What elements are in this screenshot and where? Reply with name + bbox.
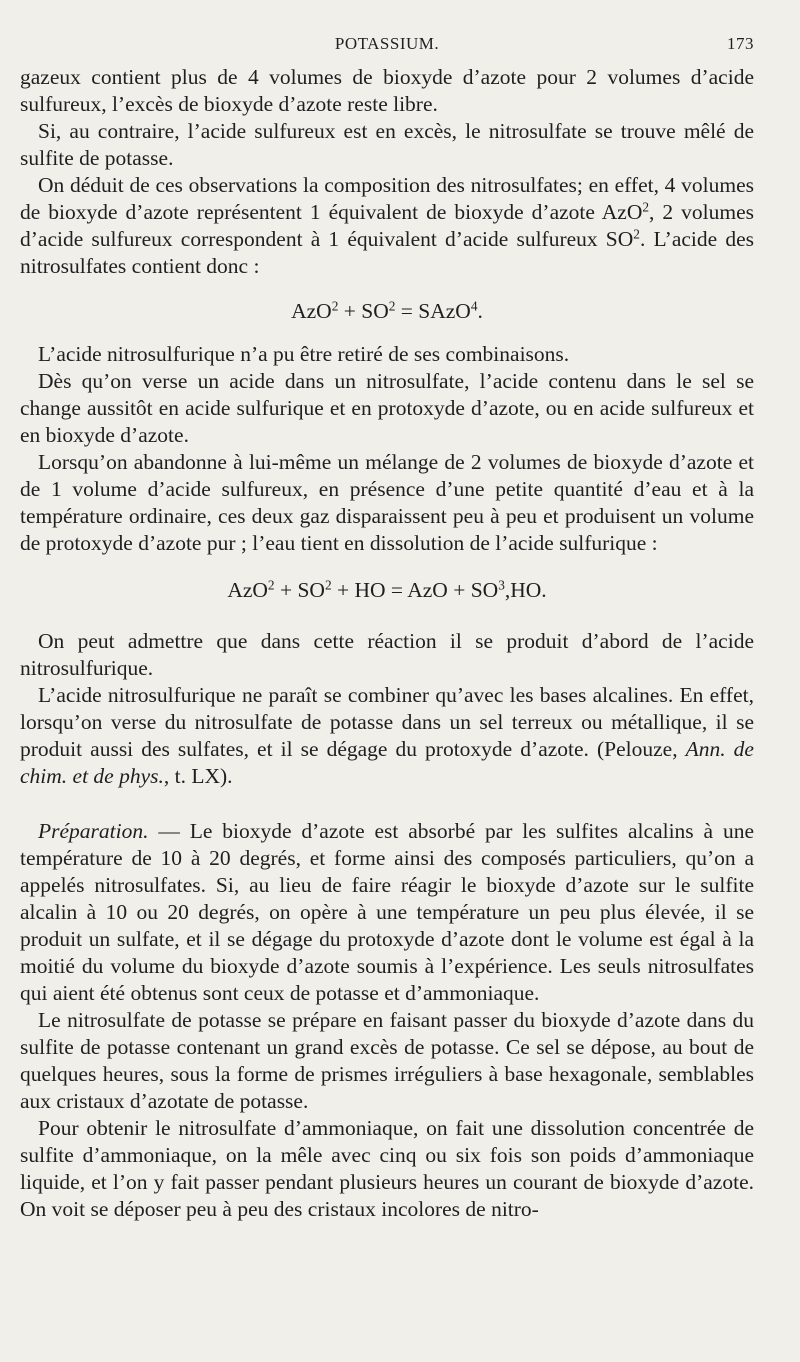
paragraph-ammonium-nitrosulfate: Pour obtenir le nitrosulfate d’ammoniaque, on fait une dissolution concentrée de sulfite d’ammoniaque, on la mêle avec cinq ou six fois son poids d’ammoniaque liquide, et l’on y fait passer pendant plusieurs heures un courant de bioxyde d’azote. On voit se déposer peu à peu des cristaux incolores de nitro- [20, 1116, 754, 1221]
paragraph-excess-sulfurous: Si, au contraire, l’acide sulfureux est en excès, le nitrosulfate se trouve mêlé de sulfite de potasse. [20, 119, 754, 170]
paragraph-composition: On déduit de ces observations la composition des nitrosulfates; en effet, 4 volumes de bioxyde d’azote représentent 1 équivalent de bioxyde d’azote AzO$^2$, 2 volumes d’acide sulfureux correspondent à 1 équivalent d’acide sulfureux $SO^2$. L’acide des nitrosulfates contient donc : [20, 173, 755, 278]
body-text [20, 64, 754, 1223]
running-title: POTASSIUM. [334, 34, 440, 53]
paragraph-preparation: Préparation. — Le bioxyde d’azote est absorbé par les sulfites alcalins à une température de 10 à 20 degrés, et forme ainsi des composés particuliers, qu’on a appelés nitrosulfates. Si, au lieu de faire réagir le bioxyde d’azote sur le sulfite alcalin à 10 ou 20 degrés, on opère à une température un peu plus élevée, il se produit un sulfate, et il se dégage du protoxyde d’azote dont le volume est égal à la moitié du volume du bioxyde d’azote soumis à l’expérience. Les seuls nitrosulfates qui aient été obtenus sont ceux de potasse et d’ammoniaque. [20, 819, 754, 1005]
paragraph-not-isolated: L’acide nitrosulfurique n’a pu être retiré de ses combinaisons. [38, 342, 570, 366]
running-header [20, 34, 754, 58]
chemical-formula-1: $AzO^2 + SO^2$ = SAzO$^4$. [291, 298, 483, 323]
paragraph-admit: On peut admettre que dans cette réaction il se produit d’abord de l’acide nitrosulfurique. [20, 629, 754, 680]
section-gap [20, 790, 754, 818]
paragraph-alkaline-bases: L’acide nitrosulfurique ne paraît se combiner qu’avec les bases alcalines. En effet, lorsqu’on verse du nitrosulfate de potasse dans un sel terreux ou métallique, il se produit aussi des sulfates, et il se dégage du protoxyde d’azote. (Pelouze, Ann. de chim. et de phys., t. LX). [20, 683, 754, 788]
section-heading-preparation: Préparation. [38, 819, 149, 843]
paragraph-potassium-nitrosulfate: Le nitrosulfate de potasse se prépare en faisant passer du bioxyde d’azote dans du sulfite de potasse contenant un grand excès de potasse. Ce sel se dépose, au bout de quelques heures, sous la forme de prismes irréguliers à base hexagonale, semblables aux cristaux d’azotate de potasse. [20, 1008, 754, 1113]
page-number: 173 [727, 34, 754, 53]
journal-reference: Ann. de chim. et de phys. [20, 737, 754, 788]
paragraph-acid-reaction: Dès qu’on verse un acide dans un nitrosulfate, l’acide contenu dans le sel se change aussitôt en acide sulfurique et en protoxyde d’azote, ou en acide sulfureux et en bioxyde d’azote. [20, 369, 754, 447]
paragraph-gas-mixture: Lorsqu’on abandonne à lui-même un mélange de 2 volumes de bioxyde d’azote et de 1 volume d’acide sulfureux, en présence d’une petite quantité d’eau et à la température ordinaire, ces deux gaz disparaissent peu à peu et produisent un volume de protoxyde d’azote pur ; l’eau tient en dissolution de l’acide sulfurique : [20, 450, 754, 555]
paragraph-continuation: gazeux contient plus de 4 volumes de bioxyde d’azote pour 2 volumes d’acide sulfureux, l’excès de bioxyde d’azote reste libre. [20, 65, 754, 116]
chemical-formula-2: $AzO^2 + SO^2$ + HO = AzO + $SO^3,HO$. [227, 577, 547, 602]
